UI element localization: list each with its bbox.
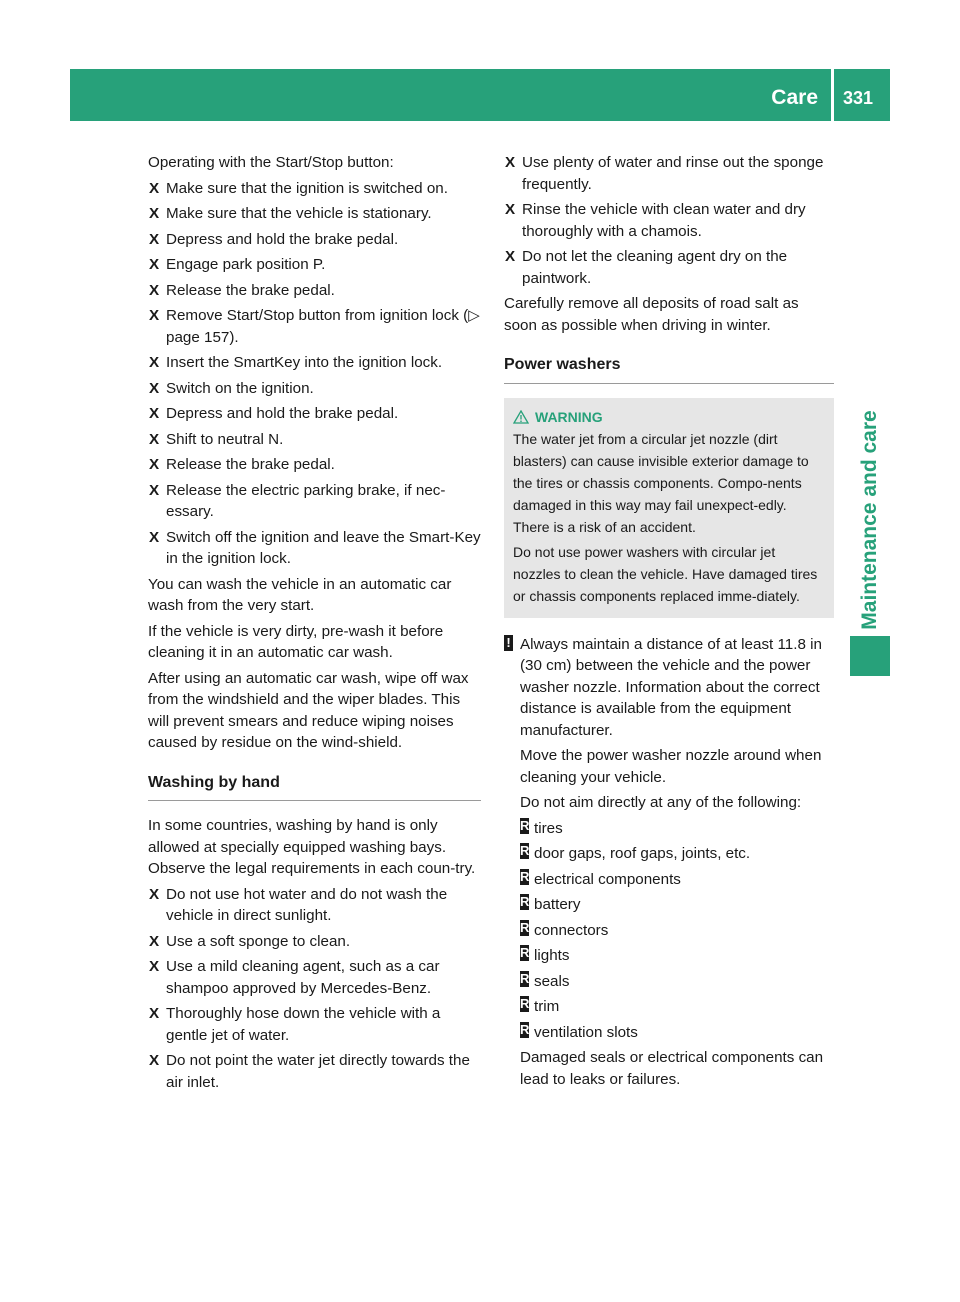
warning-text: Do not use power washers with circular jet nozzles to clean the vehicle. Have damaged tires or chassis components replaced imme-diately. bbox=[513, 543, 818, 604]
step-marker: X bbox=[149, 528, 160, 546]
bullet-marker: R bbox=[520, 919, 530, 935]
paragraph: In some countries, washing by hand is only allowed at specially equipped washing bays. Observe the legal requirements in each coun-try. bbox=[148, 817, 476, 877]
bullet-item: R connectors bbox=[520, 919, 609, 939]
step-list-rinse bbox=[504, 152, 834, 289]
bullet-marker: R bbox=[520, 817, 530, 833]
paragraph: You can wash the vehicle in an automatic car wash from the very start. bbox=[148, 575, 452, 614]
side-tab-marker bbox=[850, 636, 890, 676]
step-item: X Do not use hot water and do not wash the vehicle in direct sunlight. bbox=[149, 885, 448, 924]
bullet-item: R lights bbox=[520, 945, 570, 964]
step-item: X Release the electric parking brake, if nec-essary. bbox=[149, 481, 446, 520]
warning-title: WARNING bbox=[513, 406, 825, 428]
step-list-washing bbox=[148, 884, 481, 1094]
step-item: X Use a mild cleaning agent, such as a car shampoo approved by Mercedes-Benz. bbox=[149, 958, 440, 997]
step-marker: X bbox=[149, 230, 160, 248]
bullet-item: R tires bbox=[520, 817, 563, 837]
step-marker: X bbox=[149, 1005, 160, 1022]
step-item: X Switch off the ignition and leave the Smart-Key in the ignition lock. bbox=[149, 528, 481, 567]
step-item: X Remove Start/Stop button from ignition lock (▷ page 157). bbox=[149, 307, 480, 346]
section-header-bar bbox=[70, 69, 890, 121]
step-item: X Insert the SmartKey into the ignition lock. bbox=[148, 352, 481, 374]
bullet-marker: R bbox=[520, 996, 530, 1011]
step-marker: X bbox=[149, 379, 160, 397]
step-marker: X bbox=[149, 281, 160, 299]
bullet-marker: R bbox=[520, 894, 530, 909]
step-item: X Thoroughly hose down the vehicle with a gentle jet of water. bbox=[149, 1005, 441, 1044]
intro-text: Operating with the Start/Stop button: bbox=[148, 154, 394, 171]
bullet-item: R trim bbox=[520, 996, 560, 1015]
paragraph: Carefully remove all deposits of road salt as soon as possible when driving in winter. bbox=[504, 295, 799, 334]
step-item: X Do not let the cleaning agent dry on the paintwork. bbox=[505, 248, 788, 287]
step-marker: X bbox=[149, 205, 160, 222]
bullet-marker: R bbox=[520, 945, 530, 960]
paragraph: If the vehicle is very dirty, pre-wash it before cleaning it in an automatic car wash. bbox=[148, 622, 444, 661]
bullet-item: R ventilation slots bbox=[520, 1021, 638, 1041]
bullet-marker: R bbox=[520, 1021, 530, 1037]
step-marker: X bbox=[149, 456, 160, 473]
step-marker: X bbox=[149, 405, 160, 422]
step-item: X Rinse the vehicle with clean water and dry thoroughly with a chamois. bbox=[505, 201, 806, 240]
bullet-marker: R bbox=[520, 843, 530, 858]
step-list-start-stop bbox=[148, 178, 481, 570]
bullet-marker: R bbox=[520, 868, 530, 884]
step-item: X Shift to neutral N. bbox=[148, 429, 481, 451]
step-marker: X bbox=[505, 248, 516, 265]
note-text: Always maintain a distance of at least 11.8 in (30 cm) between the vehicle and the power washer nozzle. Information about the correct distance is available from the equipment manufacturer. bbox=[520, 635, 822, 739]
step-marker: X bbox=[149, 307, 160, 324]
heading-washing-by-hand: Washing by hand bbox=[148, 772, 481, 802]
step-marker: X bbox=[149, 1052, 160, 1069]
step-marker: X bbox=[149, 179, 160, 197]
warning-text: The water jet from a circular jet nozzle (dirt blasters) can cause invisible exterior damage to the tires or chassis components. Compo-nents damaged in this way may fail unexpect-edly. There is a risk of an accident. bbox=[513, 430, 809, 535]
step-item: X Depress and hold the brake pedal. bbox=[148, 403, 481, 425]
step-marker: X bbox=[149, 430, 160, 448]
header-separator bbox=[831, 69, 834, 121]
exclamation-icon: ! bbox=[504, 635, 513, 651]
step-item: X Engage park position P. bbox=[148, 254, 481, 276]
page-number: 331 bbox=[843, 88, 874, 108]
step-marker: X bbox=[149, 481, 160, 499]
bullet-item: R seals bbox=[520, 970, 570, 990]
step-item: X Do not point the water jet directly towards the air inlet. bbox=[149, 1052, 470, 1091]
note-text: Do not aim directly at any of the following: bbox=[520, 794, 802, 811]
right-column bbox=[504, 152, 834, 1094]
step-marker: X bbox=[149, 885, 160, 903]
step-item: X Use a soft sponge to clean. bbox=[148, 931, 481, 953]
note-text: Move the power washer nozzle around when cleaning your vehicle. bbox=[520, 747, 822, 786]
step-marker: X bbox=[149, 256, 160, 273]
step-marker: X bbox=[505, 154, 516, 171]
bullet-item: R electrical components bbox=[520, 868, 681, 888]
step-item: X Switch on the ignition. bbox=[148, 378, 481, 400]
note-text: Damaged seals or electrical components can lead to leaks or failures. bbox=[520, 1049, 824, 1088]
note-block bbox=[504, 634, 834, 1091]
step-marker: X bbox=[149, 958, 160, 975]
bullet-item: R door gaps, roof gaps, joints, etc. bbox=[520, 843, 751, 862]
section-title: Care bbox=[771, 86, 818, 109]
step-item: X Depress and hold the brake pedal. bbox=[148, 229, 481, 251]
bullet-item: R battery bbox=[520, 894, 581, 913]
step-marker: X bbox=[149, 354, 160, 371]
step-item: X Make sure that the vehicle is stationary. bbox=[148, 203, 481, 225]
heading-power-washers: Power washers bbox=[504, 354, 834, 384]
step-item: X Make sure that the ignition is switched on. bbox=[148, 178, 481, 200]
bullet-list bbox=[520, 818, 834, 1044]
step-marker: X bbox=[505, 201, 516, 218]
step-item: X Release the brake pedal. bbox=[148, 280, 481, 302]
side-tab-label: Maintenance and care bbox=[858, 410, 881, 630]
warning-triangle-icon bbox=[513, 410, 529, 424]
step-item: X Use plenty of water and rinse out the sponge frequently. bbox=[505, 154, 824, 193]
step-item: X Release the brake pedal. bbox=[148, 454, 481, 476]
step-marker: X bbox=[149, 932, 160, 950]
paragraph: After using an automatic car wash, wipe off wax from the windshield and the wiper blades. This will prevent smears and reduce wiping noises caused by residue on the wind-shield. bbox=[148, 669, 469, 751]
warning-box bbox=[504, 398, 834, 618]
left-column bbox=[148, 152, 481, 1097]
bullet-marker: R bbox=[520, 970, 530, 986]
